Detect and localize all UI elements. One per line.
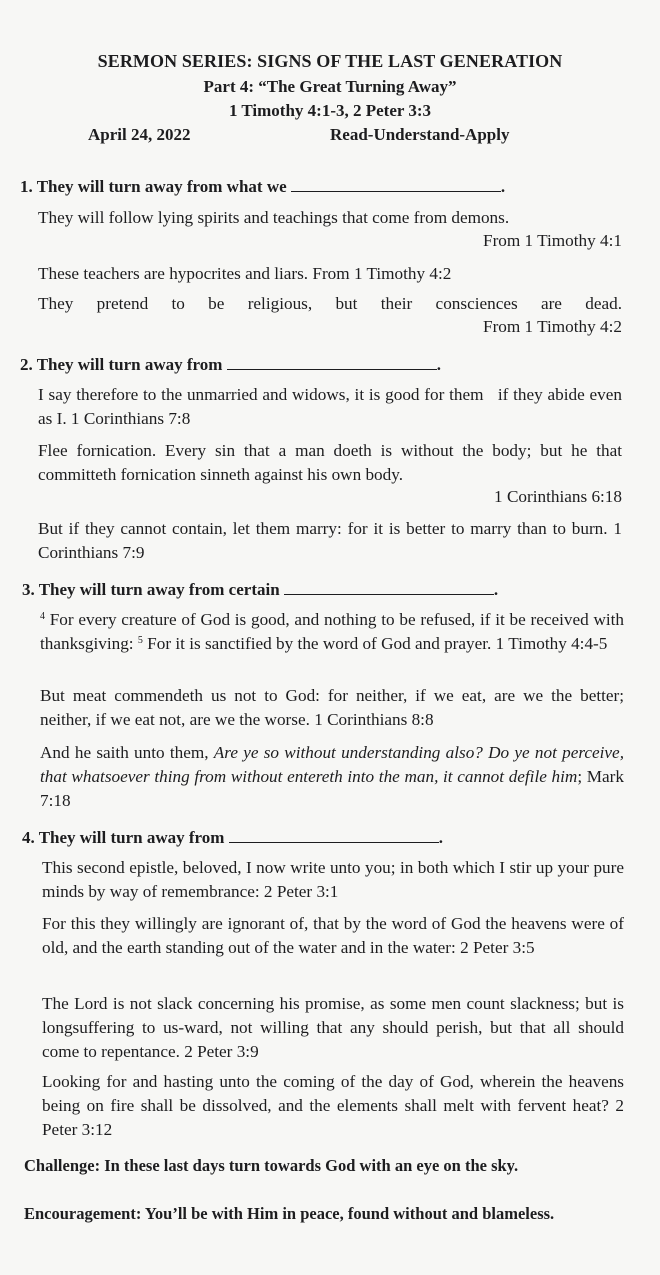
section-2-ref-2: 1 Corinthians 6:18 <box>494 487 622 506</box>
scripture-reference: 1 Timothy 4:1-3, 2 Peter 3:3 <box>228 101 432 120</box>
verse-text: For it is sanctified by the word of God and prayer. 1 Timothy 4:4-5 <box>142 634 608 653</box>
section-4-para-2: For this they willingly are ignorant of, that by the word of God the heavens were of old, and the earth standing out of the water and in the water: 2 Peter 3:5 <box>42 914 624 957</box>
fill-in-blank <box>284 581 494 595</box>
text-tail: ; Mark 7:18 <box>40 767 624 810</box>
section-4-para-4: Looking for and hasting unto the coming of the day of God, wherein the heavens being on fire shall be dissolved, and the elements shall melt with fervent heat? 2 Peter 3:12 <box>42 1072 624 1139</box>
verse-number: 4 <box>40 611 45 622</box>
section-2-para-1: I say therefore to the unmarried and widows, it is good for them if they abide even as I. 1 Corinthians 7:8 <box>38 385 627 428</box>
section-3-para-2: But meat commendeth us not to God: for neither, if we eat, are we the better; neither, if we eat not, are we the worse. 1 Corinthians 8:8 <box>40 686 624 729</box>
period: . <box>493 580 499 599</box>
fill-in-blank <box>227 356 437 370</box>
part-title: Part 4: “The Great Turning Away” <box>203 77 457 96</box>
section-3-para-1 <box>40 608 624 656</box>
section-2-para-3: But if they cannot contain, let them marry: for it is better to marry than to burn. 1 Corinthians 7:9 <box>38 519 622 562</box>
section-1-heading-text: 1. They will turn away from what we <box>20 177 287 196</box>
section-1-ref-1: From 1 Timothy 4:1 <box>483 231 622 250</box>
section-1-para-2: These teachers are hypocrites and liars. From 1 Timothy 4:2 <box>38 264 452 283</box>
section-2-heading-text: 2. They will turn away from <box>20 355 223 374</box>
fill-in-blank <box>291 178 501 192</box>
period: . <box>438 828 443 847</box>
period: . <box>436 355 441 374</box>
section-4-para-3: The Lord is not slack concerning his promise, as some men count slackness; but is longsuffering to us-ward, not willing that any should perish, but that all should come to repentance. 2 Peter 3:9 <box>42 994 624 1061</box>
section-3-heading <box>22 580 498 600</box>
section-3-para-3 <box>40 741 624 813</box>
text-lead: And he saith unto them, <box>40 743 214 762</box>
section-4-heading-text: 4. They will turn away from <box>22 828 225 847</box>
period: . <box>500 177 506 196</box>
sermon-date: April 24, 2022 <box>88 125 191 144</box>
section-3-heading-text: 3. They will turn away from certain <box>22 580 280 599</box>
section-1-ref-3: From 1 Timothy 4:2 <box>483 317 622 336</box>
encouragement: Encouragement: You’ll be with Him in peace, found without and blameless. <box>24 1204 555 1223</box>
fill-in-blank <box>229 829 439 843</box>
section-1-heading <box>20 177 505 197</box>
verse-number: 5 <box>137 635 143 646</box>
motto: Read-Understand-Apply <box>330 125 510 144</box>
challenge: Challenge: In these last days turn towards God with an eye on the sky. <box>24 1156 519 1175</box>
text-italic: Are ye so without understanding also? Do ye not perceive, that whatsoever thing from without entereth into the man, it cannot defile him <box>40 743 624 786</box>
section-1-para-3: They pretend to be religious, but their consciences are dead. <box>38 294 622 313</box>
section-2-heading <box>20 355 441 375</box>
verse-text: For every creature of God is good, and nothing to be refused, if it be received with thanksgiving: <box>40 610 624 653</box>
series-title: SERMON SERIES: SIGNS OF THE LAST GENERATION <box>97 51 563 71</box>
section-4-heading <box>22 828 443 848</box>
section-1-para-1: They will follow lying spirits and teachings that come from demons. <box>38 208 510 227</box>
section-4-para-1: This second epistle, beloved, I now write unto you; in both which I stir up your pure minds by way of remembrance: 2 Peter 3:1 <box>42 858 624 901</box>
section-2-para-2: Flee fornication. Every sin that a man doeth is without the body; but he that committeth fornication sinneth against his own body. <box>38 441 622 484</box>
